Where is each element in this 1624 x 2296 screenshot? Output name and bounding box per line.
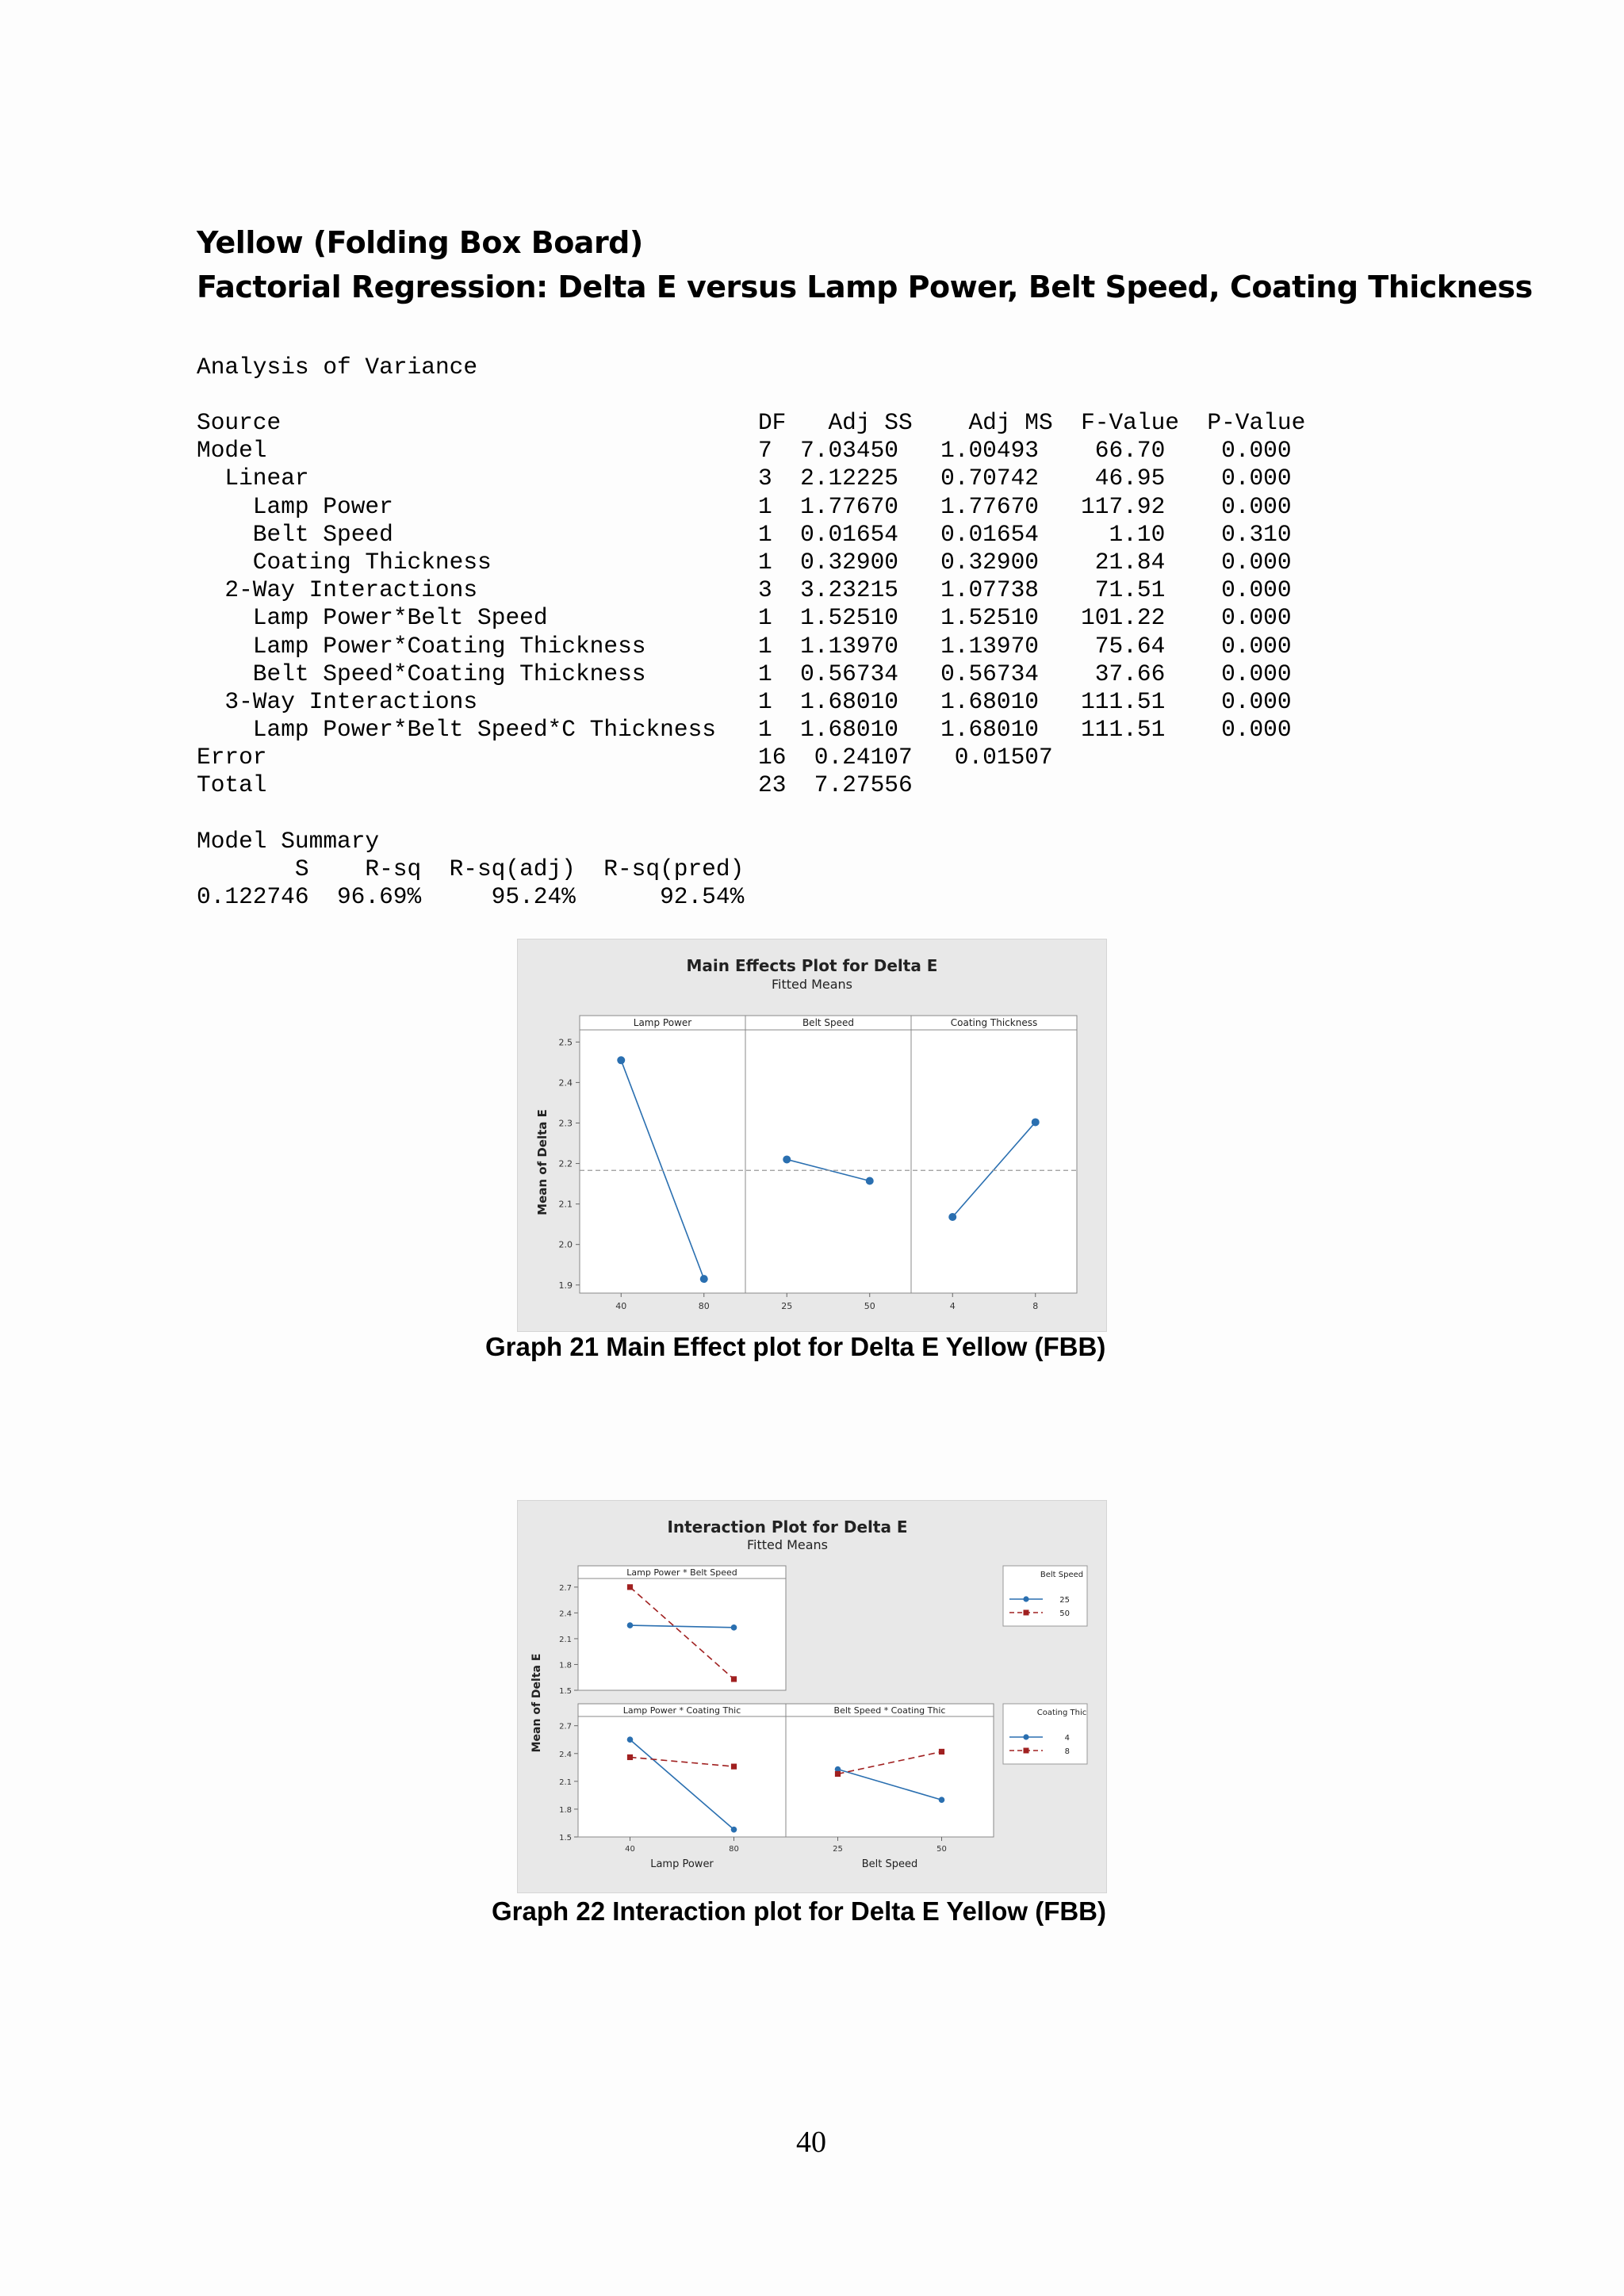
anova-f-value: 46.95 <box>1094 465 1166 492</box>
anova-source: Error <box>197 744 267 771</box>
anova-f-value: 66.70 <box>1094 437 1166 465</box>
panel-plot-area <box>578 1716 786 1837</box>
summary-value: 95.24% <box>491 883 576 911</box>
legend-entry: 8 <box>1064 1747 1070 1756</box>
anova-source: Lamp Power*Belt Speed*C Thickness <box>252 716 716 744</box>
anova-source: 2-Way Interactions <box>224 576 478 604</box>
anova-adj-ss: 1.68010 <box>800 687 898 715</box>
data-point <box>835 1771 841 1777</box>
y-tick-label: 2.0 <box>558 1239 573 1250</box>
col-header: Adj MS <box>968 409 1053 436</box>
y-tick-label: 2.2 <box>558 1158 573 1169</box>
section-title: Yellow (Folding Box Board) <box>197 225 643 260</box>
panel-plot-area <box>578 1578 786 1690</box>
anova-adj-ss: 0.56734 <box>800 660 898 687</box>
panel-title: Lamp Power * Coating Thic <box>622 1705 741 1716</box>
data-point <box>1032 1118 1040 1126</box>
anova-f-value: 21.84 <box>1094 548 1166 576</box>
legend-entry: 50 <box>1059 1609 1070 1618</box>
anova-df: 1 <box>758 604 772 632</box>
x-tick-label: 50 <box>936 1845 947 1854</box>
y-axis-label: Mean of Delta E <box>530 1653 543 1753</box>
anova-p-value: 0.000 <box>1221 716 1292 744</box>
x-tick-label: 40 <box>615 1301 627 1311</box>
summary-col-header: R-sq(adj) <box>449 855 576 883</box>
anova-p-value: 0.000 <box>1221 632 1292 660</box>
anova-source: Lamp Power*Belt Speed <box>252 604 548 632</box>
panel-title: Coating Thickness <box>950 1017 1038 1028</box>
data-point <box>939 1749 944 1755</box>
y-tick-label: 1.8 <box>559 1661 572 1670</box>
anova-adj-ss: 0.32900 <box>800 548 898 576</box>
data-point <box>627 1622 634 1628</box>
anova-adj-ss: 2.12225 <box>800 465 898 492</box>
x-tick-label: 40 <box>625 1845 635 1854</box>
col-header: Adj SS <box>828 409 913 436</box>
anova-df: 1 <box>758 716 772 744</box>
panel-title: Lamp Power <box>633 1017 692 1028</box>
anova-source: 3-Way Interactions <box>224 687 478 715</box>
anova-p-value: 0.000 <box>1221 660 1292 687</box>
col-header: F-Value <box>1081 409 1179 436</box>
anova-f-value: 111.51 <box>1081 716 1166 744</box>
legend-title: Coating Thic <box>1036 1709 1087 1717</box>
summary-value: 0.122746 <box>196 883 309 911</box>
anova-p-value: 0.000 <box>1221 548 1292 576</box>
chart-title: Interaction Plot for Delta E <box>667 1517 908 1536</box>
anova-f-value: 71.51 <box>1094 576 1166 604</box>
main-effects-chart <box>517 939 1107 1332</box>
x-axis-label: Lamp Power <box>650 1858 714 1870</box>
regression-title: Factorial Regression: Delta E versus Lamp Power, Belt Speed, Coating Thickness <box>197 270 1533 304</box>
y-tick-label: 2.1 <box>559 1635 572 1644</box>
legend-entry: 25 <box>1059 1596 1070 1605</box>
legend-title: Belt Speed <box>1040 1571 1084 1579</box>
anova-adj-ss: 1.68010 <box>800 716 898 744</box>
anova-f-value: 75.64 <box>1094 632 1166 660</box>
anova-source: Belt Speed <box>252 520 393 548</box>
summary-value: 92.54% <box>660 883 745 911</box>
anova-adj-ss: 7.27556 <box>814 771 913 799</box>
x-tick-label: 25 <box>781 1301 793 1311</box>
x-tick-label: 80 <box>698 1301 710 1311</box>
summary-col-header: R-sq <box>365 855 422 883</box>
data-point <box>731 1624 737 1631</box>
data-point <box>948 1213 956 1221</box>
interaction-chart <box>517 1500 1107 1893</box>
col-header: DF <box>757 409 787 436</box>
summary-label: Model Summary <box>197 828 380 855</box>
anova-source: Coating Thickness <box>252 548 492 576</box>
panel-title: Belt Speed * Coating Thic <box>833 1705 946 1716</box>
anova-adj-ms: 0.01507 <box>954 744 1053 771</box>
anova-df: 3 <box>758 465 772 492</box>
anova-source: Total <box>197 771 267 799</box>
x-tick-label: 8 <box>1032 1301 1039 1311</box>
anova-df: 23 <box>758 771 787 799</box>
anova-adj-ms: 0.32900 <box>940 548 1039 576</box>
anova-p-value: 0.310 <box>1221 520 1292 548</box>
anova-p-value: 0.000 <box>1221 465 1292 492</box>
anova-adj-ms: 1.68010 <box>940 687 1039 715</box>
anova-p-value: 0.000 <box>1221 492 1292 520</box>
data-point <box>731 1764 737 1770</box>
anova-p-value: 0.000 <box>1221 437 1292 465</box>
chart-subtitle: Fitted Means <box>746 1537 829 1552</box>
data-point <box>731 1827 737 1833</box>
anova-df: 1 <box>758 520 772 548</box>
anova-adj-ss: 3.23215 <box>800 576 898 604</box>
y-tick-label: 2.7 <box>559 1722 572 1732</box>
anova-df: 1 <box>758 632 772 660</box>
x-tick-label: 50 <box>864 1301 875 1311</box>
plot-area <box>580 1030 1077 1293</box>
y-tick-label: 1.5 <box>559 1834 572 1843</box>
data-point <box>783 1155 791 1163</box>
data-point <box>627 1736 634 1743</box>
anova-df: 16 <box>758 744 787 771</box>
x-tick-label: 25 <box>833 1845 843 1854</box>
anova-df: 1 <box>758 660 772 687</box>
legend-marker <box>1023 1734 1028 1739</box>
anova-df: 1 <box>758 492 772 520</box>
panel-title: Lamp Power * Belt Speed <box>626 1567 737 1578</box>
anova-adj-ms: 1.52510 <box>940 604 1039 632</box>
anova-adj-ms: 0.01654 <box>940 520 1039 548</box>
panel-plot-area <box>786 1716 994 1837</box>
data-point <box>700 1275 708 1283</box>
anova-adj-ss: 7.03450 <box>800 437 898 465</box>
y-tick-label: 1.9 <box>558 1280 573 1291</box>
anova-adj-ss: 1.77670 <box>800 492 898 520</box>
panel-title: Belt Speed <box>802 1017 855 1028</box>
legend-entry: 4 <box>1064 1734 1070 1743</box>
anova-source: Model <box>197 437 267 465</box>
anova-source: Linear <box>224 465 309 492</box>
y-tick-label: 2.4 <box>558 1077 573 1089</box>
col-header: Source <box>197 409 282 436</box>
data-point <box>939 1797 945 1803</box>
anova-adj-ss: 0.01654 <box>800 520 898 548</box>
x-tick-label: 4 <box>949 1301 956 1311</box>
summary-col-header: S <box>294 855 309 883</box>
anova-label: Analysis of Variance <box>197 354 478 381</box>
anova-p-value: 0.000 <box>1221 687 1292 715</box>
y-tick-label: 2.3 <box>558 1118 573 1129</box>
anova-f-value: 1.10 <box>1109 520 1166 548</box>
graph-22-caption: Graph 22 Interaction plot for Delta E Yellow (FBB) <box>492 1896 1107 1926</box>
data-point <box>627 1584 633 1590</box>
x-tick-label: 80 <box>729 1845 739 1854</box>
chart-title: Main Effects Plot for Delta E <box>686 956 938 975</box>
anova-adj-ms: 1.00493 <box>940 437 1039 465</box>
y-axis-label: Mean of Delta E <box>535 1109 550 1215</box>
graph-21-caption: Graph 21 Main Effect plot for Delta E Yellow (FBB) <box>485 1332 1106 1361</box>
anova-adj-ss: 0.24107 <box>814 744 913 771</box>
data-point <box>731 1676 737 1682</box>
y-tick-label: 1.5 <box>559 1687 572 1696</box>
chart-subtitle: Fitted Means <box>771 977 853 992</box>
y-tick-label: 2.5 <box>558 1037 573 1048</box>
anova-adj-ss: 1.52510 <box>800 604 898 632</box>
anova-df: 1 <box>758 687 772 715</box>
anova-adj-ss: 1.13970 <box>800 632 898 660</box>
y-tick-label: 2.4 <box>559 1750 572 1759</box>
anova-source: Belt Speed*Coating Thickness <box>252 660 646 687</box>
anova-p-value: 0.000 <box>1221 604 1292 632</box>
anova-f-value: 37.66 <box>1094 660 1166 687</box>
col-header: P-Value <box>1207 409 1306 436</box>
anova-f-value: 117.92 <box>1081 492 1166 520</box>
anova-adj-ms: 0.56734 <box>940 660 1039 687</box>
summary-value: 96.69% <box>336 883 422 911</box>
legend-marker <box>1024 1748 1029 1754</box>
anova-p-value: 0.000 <box>1221 576 1292 604</box>
legend-marker <box>1024 1610 1029 1616</box>
data-point <box>617 1056 625 1064</box>
summary-col-header: R-sq(pred) <box>603 855 745 883</box>
anova-f-value: 101.22 <box>1081 604 1166 632</box>
anova-df: 7 <box>758 437 772 465</box>
anova-source: Lamp Power <box>252 492 393 520</box>
anova-df: 3 <box>758 576 772 604</box>
data-point <box>866 1177 874 1185</box>
legend-marker <box>1023 1596 1028 1601</box>
anova-adj-ms: 1.07738 <box>940 576 1039 604</box>
interaction-svg <box>518 1501 1106 1892</box>
anova-adj-ms: 1.13970 <box>940 632 1039 660</box>
anova-adj-ms: 1.77670 <box>940 492 1039 520</box>
y-tick-label: 2.4 <box>559 1609 572 1619</box>
anova-adj-ms: 1.68010 <box>940 716 1039 744</box>
page-number: 40 <box>796 2126 826 2159</box>
data-point <box>627 1755 633 1760</box>
anova-source: Lamp Power*Coating Thickness <box>252 632 646 660</box>
anova-adj-ms: 0.70742 <box>940 465 1039 492</box>
anova-df: 1 <box>758 548 772 576</box>
y-tick-label: 2.1 <box>558 1199 573 1210</box>
anova-f-value: 111.51 <box>1081 687 1166 715</box>
y-tick-label: 2.1 <box>559 1777 572 1787</box>
x-axis-label: Belt Speed <box>861 1858 918 1870</box>
main-effects-svg <box>518 939 1106 1331</box>
y-tick-label: 1.8 <box>559 1805 572 1815</box>
y-tick-label: 2.7 <box>559 1583 572 1593</box>
